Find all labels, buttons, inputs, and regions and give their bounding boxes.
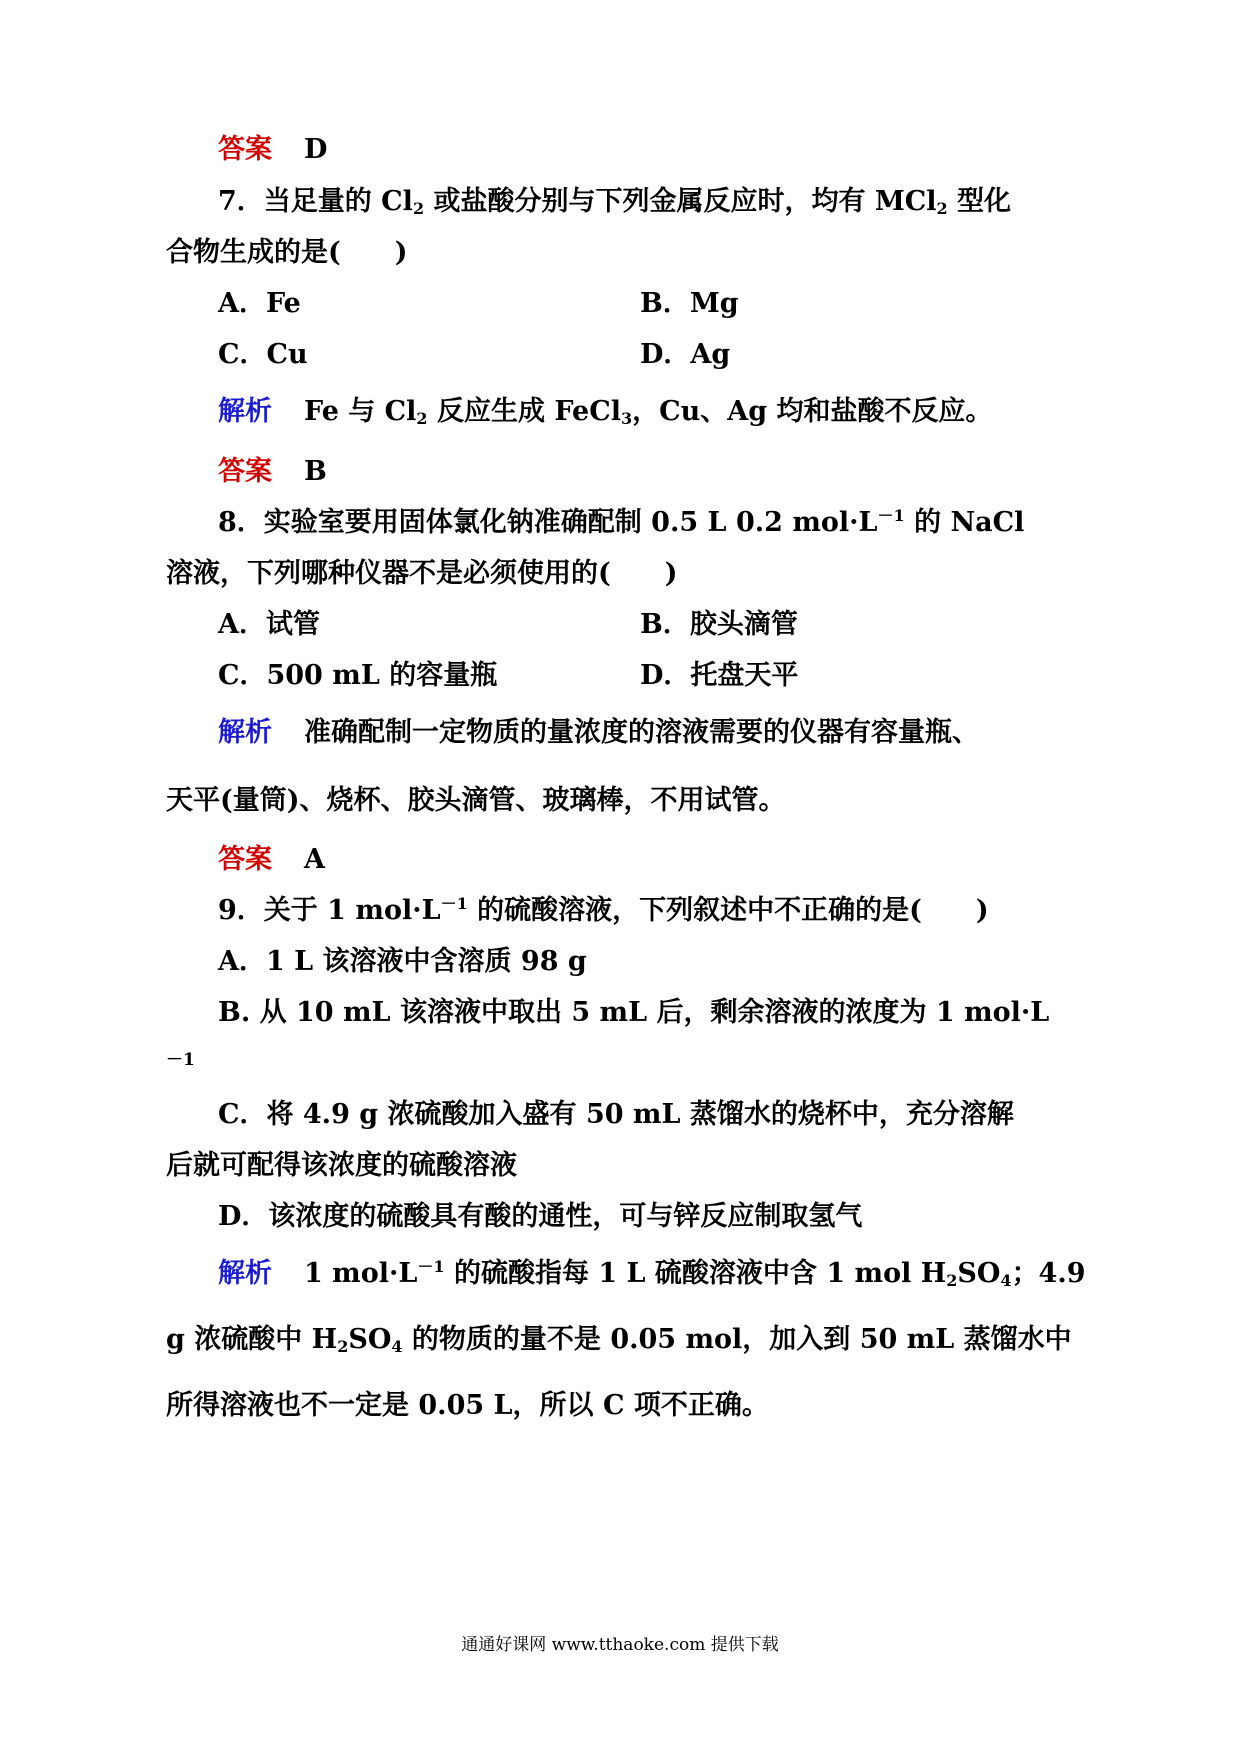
- q9-option-a-text: A．1 L 该溶液中含溶质 98 g: [218, 946, 587, 977]
- answer-value: A: [304, 844, 325, 875]
- q9-option-d-text: D．该浓度的硫酸具有酸的通性，可与锌反应制取氢气: [218, 1201, 863, 1232]
- answer-value: B: [304, 456, 327, 487]
- q9-option-c-text2: 后就可配得该浓度的硫酸溶液: [166, 1150, 517, 1181]
- question-7-line1: [218, 182, 1011, 222]
- q8-option-d: D．托盘天平: [640, 660, 799, 691]
- q8-analysis-text1: 准确配制一定物质的量浓度的溶液需要的仪器有容量瓶、: [304, 717, 979, 748]
- q9-text-b: 的硫酸溶液，下列叙述中不正确的是( ): [467, 895, 989, 926]
- q9-analysis-line2: [166, 1320, 1072, 1360]
- q8-sup: －1: [877, 506, 905, 525]
- answer-line-q6: [218, 130, 327, 170]
- q7-option-a: A．Fe: [218, 288, 301, 319]
- q9-analysis-a: 1 mol·L: [304, 1258, 418, 1289]
- q7-analysis-sub: 2: [416, 409, 428, 428]
- q9-option-c-line2: [166, 1146, 517, 1186]
- question-8-line2: [166, 554, 678, 594]
- q7-analysis-a: Fe 与 Cl: [304, 396, 417, 427]
- q7-options-row2: [218, 335, 731, 375]
- q8-analysis-text2: 天平(量筒)、烧杯、胶头滴管、玻璃棒，不用试管。: [166, 785, 786, 816]
- q7-analysis: [218, 392, 992, 432]
- q9-option-b-text1: B. 从 10 mL 该溶液中取出 5 mL 后，剩余溶液的浓度为 1 mol·L: [218, 997, 1050, 1028]
- q9-analysis-b: 的硫酸指每 1 L 硫酸溶液中含 1 mol H: [444, 1258, 947, 1289]
- q8-analysis-line1: [218, 713, 979, 753]
- q9-analysis2-b: SO: [348, 1324, 392, 1355]
- q8-text-b: 的 NaCl: [904, 507, 1025, 538]
- q7-text-a: 7．当足量的 Cl: [218, 186, 413, 217]
- q9-analysis-sub: 2: [946, 1271, 958, 1290]
- q8-text-line2: 溶液，下列哪种仪器不是必须使用的( ): [166, 558, 678, 589]
- q9-analysis-sub2: 4: [1000, 1271, 1012, 1290]
- q9-analysis-line1: [218, 1254, 1086, 1294]
- answer-value: D: [304, 134, 328, 165]
- q7-text-line2: 合物生成的是( ): [166, 237, 408, 268]
- q7-sub2: 2: [936, 199, 948, 218]
- q8-analysis-line2: [166, 781, 786, 821]
- q7-option-c: C．Cu: [218, 339, 308, 370]
- q9-option-d: [218, 1197, 862, 1237]
- q9-analysis2-sub: 2: [337, 1337, 349, 1356]
- q9-analysis2-sub2: 4: [391, 1337, 403, 1356]
- q9-analysis-text3: 所得溶液也不一定是 0.05 L，所以 C 项不正确。: [166, 1390, 769, 1421]
- q7-analysis-b: 反应生成 FeCl: [427, 396, 621, 427]
- q7-text-c: 型化: [947, 186, 1012, 217]
- q9-option-b-line2: [166, 1040, 195, 1080]
- q9-analysis-line3: [166, 1386, 769, 1426]
- q8-option-c: C．500 mL 的容量瓶: [218, 660, 498, 691]
- q9-analysis2-c: 的物质的量不是 0.05 mol，加入到 50 mL 蒸馏水中: [402, 1324, 1072, 1355]
- q7-analysis-c: ，Cu、Ag 均和盐酸不反应。: [632, 396, 993, 427]
- q9-option-a: [218, 942, 587, 982]
- q8-options-row1: [218, 605, 798, 645]
- answer-line-q7: [218, 452, 327, 492]
- q7-option-d: D．Ag: [640, 339, 731, 370]
- question-7-line2: [166, 233, 408, 273]
- q9-analysis-c: SO: [957, 1258, 1001, 1289]
- analysis-label: 解析: [218, 1258, 272, 1289]
- q9-option-b-line1: [218, 993, 1049, 1033]
- q9-analysis-d: ；4.9: [1011, 1258, 1086, 1289]
- q9-option-c-text1: C．将 4.9 g 浓硫酸加入盛有 50 mL 蒸馏水的烧杯中，充分溶解: [218, 1099, 1014, 1130]
- answer-label: 答案: [218, 456, 272, 487]
- q8-option-a: A．试管: [218, 609, 320, 640]
- question-8-line1: [218, 503, 1024, 543]
- q9-text-a: 9．关于 1 mol·L: [218, 895, 441, 926]
- analysis-label: 解析: [218, 717, 272, 748]
- q9-option-b-text2: －1: [166, 1050, 195, 1070]
- q9-analysis2-a: g 浓硫酸中 H: [166, 1324, 338, 1355]
- question-9-line1: [218, 891, 989, 931]
- q9-option-c-line1: [218, 1095, 1014, 1135]
- answer-label: 答案: [218, 134, 272, 165]
- q9-sup: －1: [440, 894, 468, 913]
- q7-analysis-sub2: 3: [620, 409, 633, 428]
- q8-text-a: 8．实验室要用固体氯化钠准确配制 0.5 L 0.2 mol·L: [218, 507, 878, 538]
- q7-sub: 2: [412, 199, 425, 218]
- analysis-label: 解析: [218, 396, 272, 427]
- q8-option-b: B．胶头滴管: [640, 609, 798, 640]
- q8-options-row2: [218, 656, 799, 696]
- q7-option-b: B．Mg: [640, 288, 739, 319]
- footer-download-note: 通通好课网 www.tthaoke.com 提供下载: [461, 1635, 779, 1655]
- q9-analysis-sup: －1: [417, 1257, 445, 1276]
- q7-text-b: 或盐酸分别与下列金属反应时，均有 MCl: [424, 186, 937, 217]
- answer-line-q8: [218, 840, 325, 880]
- answer-label: 答案: [218, 844, 272, 875]
- q7-options-row1: [218, 284, 739, 324]
